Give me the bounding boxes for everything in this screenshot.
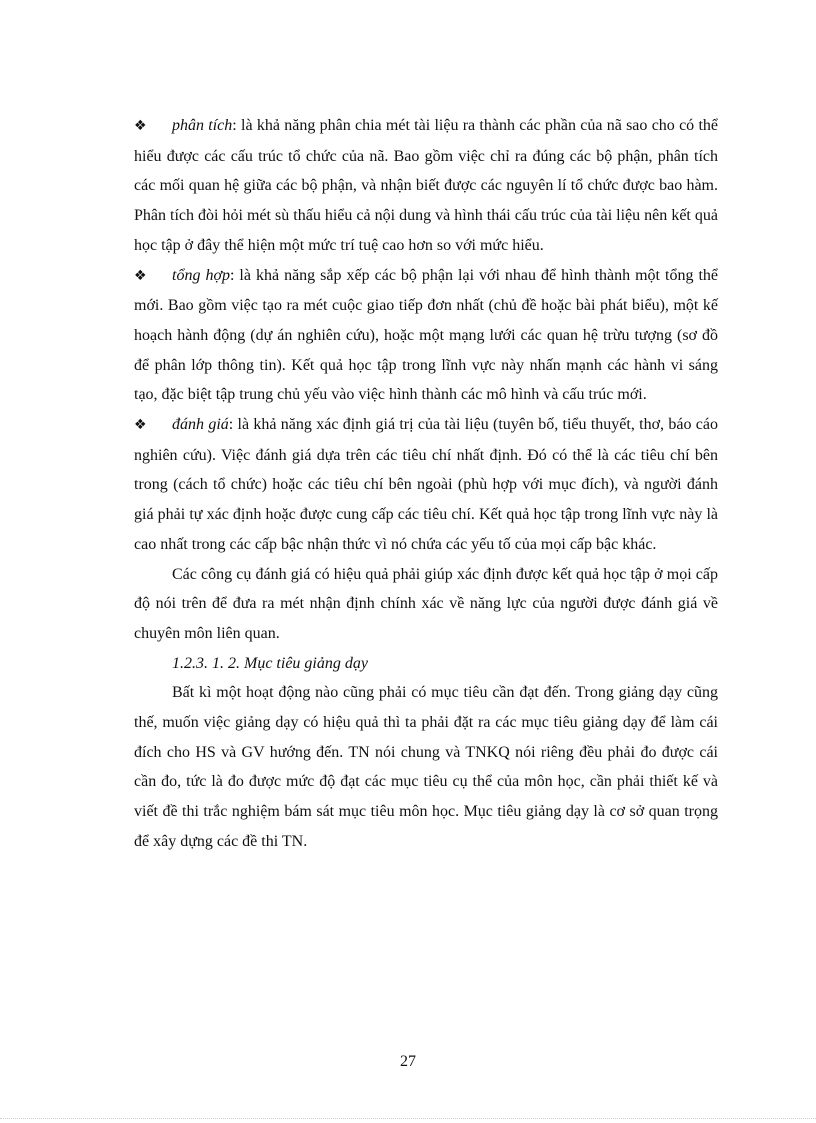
section-heading: 1.2.3. 1. 2. Mục tiêu giảng dạy xyxy=(172,654,368,672)
body-paragraph-assessment-tools: Các công cụ đánh giá có hiệu quả phải giúp xác định được kết quả học tập ở mọi cấp độ nói trên để đưa ra mét nhận định chính xác về năng lực của người được đánh giá về chuyên môn liên quan. xyxy=(134,565,718,642)
page-number: 27 xyxy=(400,1053,416,1070)
bullet-term: phân tích xyxy=(172,117,233,134)
bullet-text: : là khả năng sắp xếp các bộ phận lại với nhau để hình thành một tổng thể mới. Bao gồm việc tạo ra mét cuộc giao tiếp đơn nhất (chủ đề hoặc bài phát biểu), một kế hoạch hành động (dự án nghiên cứu), hoặc một mạng lưới các quan hệ trừu tượng (sơ đồ để phân lớp thông tin). Kết quả học tập trong lĩnh vực này nhấn mạnh các hành vi sáng tạo, đặc biệt tập trung chủ yếu vào việc hình thành các mô hình và cấu trúc mới. xyxy=(134,266,718,404)
diamond-bullet-icon: ❖ xyxy=(134,417,147,434)
diamond-bullet-icon: ❖ xyxy=(134,267,147,284)
diamond-bullet-icon: ❖ xyxy=(134,118,147,134)
bullet-synthesis xyxy=(134,261,718,411)
bullet-term: tổng hợp xyxy=(172,266,230,284)
bullet-evaluation xyxy=(134,410,718,560)
bullet-text: : là khả năng phân chia mét tài liệu ra thành các phần của nã sao cho có thể hiểu được các cấu trúc tổ chức của nã. Bao gồm việc chỉ ra đúng các bộ phận, phân tích các mối quan hệ giữa các bộ phận, và nhận biết được các nguyên lí tổ chức được bao hàm. Phân tích đòi hỏi mét sù thấu hiểu cả nội dung và hình thái cấu trúc của tài liệu nên kết quả học tập ở đây thể hiện một mức trí tuệ cao hơn so với mức hiểu. xyxy=(134,117,719,254)
page-bottom-divider xyxy=(0,1118,816,1119)
bullet-analysis xyxy=(134,111,718,261)
bullet-term: đánh giá xyxy=(172,416,229,434)
page-content xyxy=(134,111,718,857)
body-paragraph-teaching-objectives: Bất kì một hoạt động nào cũng phải có mục tiêu cần đạt đến. Trong giảng dạy cũng thế, muốn việc giảng dạy có hiệu quả thì ta phải đặt ra các mục tiêu giảng dạy để làm cái đích cho HS và GV hướng đến. TN nói chung và TNKQ nói riêng đều phải đo được cái cần đo, tức là đo được mức độ đạt các mục tiêu cụ thể của môn học, cần phải thiết kế và viết đề thi trắc nghiệm bám sát mục tiêu môn học. Mục tiêu giảng dạy là cơ sở quan trọng để xây dựng các đề thi TN. xyxy=(134,684,718,850)
bullet-text: : là khả năng xác định giá trị của tài liệu (tuyên bố, tiểu thuyết, thơ, báo cáo nghiên cứu). Việc đánh giá dựa trên các tiêu chí nhất định. Đó có thể là các tiêu chí bên trong (cách tổ chức) hoặc các tiêu chí bên ngoài (phù hợp với mục đích), và người đánh giá phải tự xác định hoặc được cung cấp các tiêu chí. Kết quả học tập trong lĩnh vực này là cao nhất trong các cấp bậc nhận thức vì nó chứa các yếu tố của mọi cấp bậc khác. xyxy=(134,416,718,553)
